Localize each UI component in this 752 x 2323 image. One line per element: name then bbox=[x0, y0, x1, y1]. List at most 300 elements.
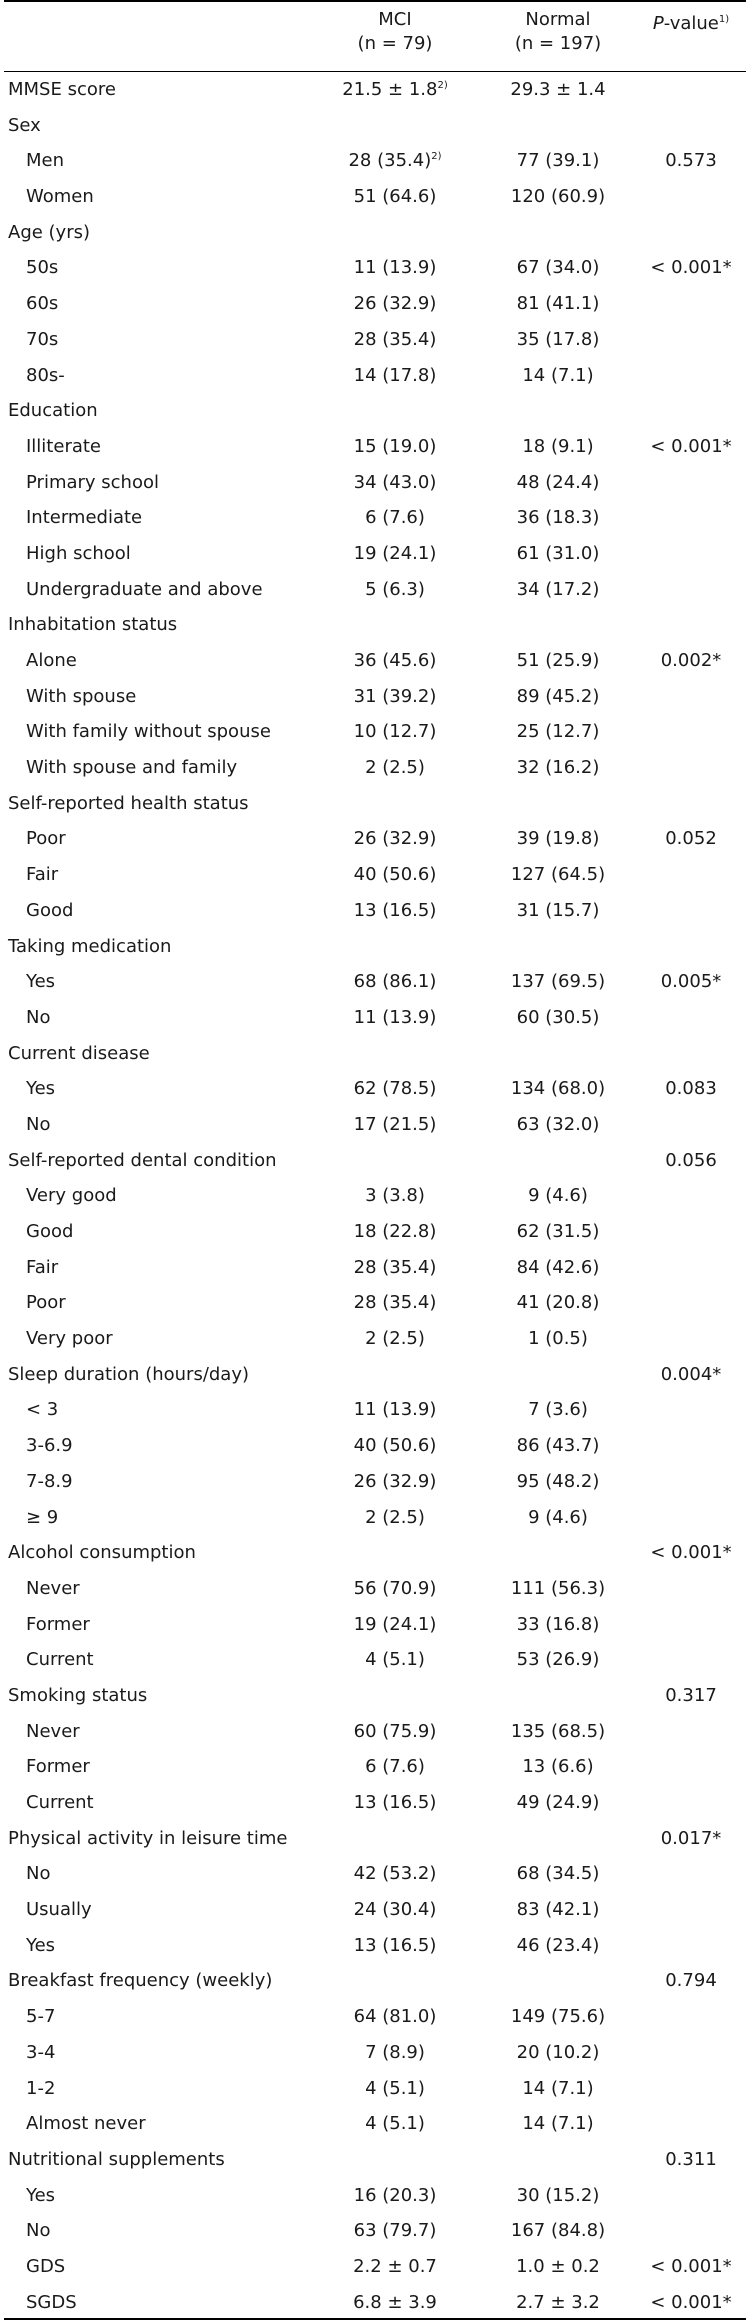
mci-value bbox=[330, 465, 460, 501]
p-value: 0.083 bbox=[665, 1078, 717, 1100]
mci-value-text: 34 (43.0) bbox=[353, 471, 437, 493]
p-value: 0.573 bbox=[665, 150, 717, 172]
mci-value bbox=[330, 1464, 460, 1500]
row-label: 1-2 bbox=[26, 2077, 56, 2099]
normal-value: 68 (34.5) bbox=[516, 1863, 600, 1885]
normal-value: 84 (42.6) bbox=[516, 1256, 600, 1278]
mci-value-text: 56 (70.9) bbox=[353, 1577, 437, 1599]
header-mci-n: (n = 79) bbox=[357, 33, 433, 54]
table-row bbox=[0, 786, 752, 822]
normal-value: 137 (69.5) bbox=[510, 971, 606, 993]
row-label: Age (yrs) bbox=[8, 221, 91, 243]
row-label: Alone bbox=[26, 650, 77, 671]
footnote-marker: 2) bbox=[437, 80, 448, 91]
table-row bbox=[0, 1178, 752, 1214]
row-label: High school bbox=[26, 542, 131, 564]
normal-value: 25 (12.7) bbox=[516, 721, 600, 743]
table-row bbox=[0, 1285, 752, 1321]
row-label: Never bbox=[26, 1577, 80, 1599]
mci-value bbox=[330, 1999, 460, 2035]
mci-value-text: 28 (35.4) bbox=[353, 1292, 437, 1314]
top-rule bbox=[4, 0, 746, 2]
table-row bbox=[0, 179, 752, 215]
header-mci bbox=[330, 8, 460, 56]
table-row bbox=[0, 929, 752, 965]
table-row bbox=[0, 143, 752, 179]
table-row bbox=[0, 1250, 752, 1286]
mci-value-text: 31 (39.2) bbox=[353, 685, 437, 707]
mci-value bbox=[330, 1892, 460, 1928]
bottom-rule bbox=[4, 2318, 746, 2320]
table-row bbox=[0, 1963, 752, 1999]
mci-value-text: 3 (3.8) bbox=[365, 1185, 425, 1207]
row-label: Breakfast frequency (weekly) bbox=[8, 1970, 273, 1992]
table-row bbox=[0, 2142, 752, 2178]
table-row bbox=[0, 1678, 752, 1714]
normal-value: 39 (19.8) bbox=[516, 828, 600, 850]
row-label: Alcohol consumption bbox=[8, 1542, 196, 1564]
mci-value-text: 26 (32.9) bbox=[353, 828, 437, 850]
mci-value-text: 36 (45.6) bbox=[353, 650, 437, 671]
normal-value: 2.7 ± 3.2 bbox=[516, 2291, 600, 2313]
row-label: Illiterate bbox=[26, 435, 102, 457]
mci-value bbox=[330, 1714, 460, 1750]
header-pvalue-note: 1) bbox=[718, 14, 730, 25]
mci-value-text: 40 (50.6) bbox=[353, 1435, 437, 1457]
normal-value: 111 (56.3) bbox=[510, 1577, 606, 1599]
mci-value-text: 2.2 ± 0.7 bbox=[353, 2255, 437, 2277]
mci-value-text: 4 (5.1) bbox=[365, 1649, 425, 1671]
mci-value-text: 2 (2.5) bbox=[365, 1506, 425, 1528]
normal-value: 7 (3.6) bbox=[528, 1399, 588, 1421]
row-label: SGDS bbox=[26, 2291, 77, 2313]
mci-value-text: 11 (13.9) bbox=[353, 1399, 437, 1421]
mci-value bbox=[330, 322, 460, 358]
mci-value-text: 17 (21.5) bbox=[353, 1113, 437, 1135]
header-normal bbox=[488, 8, 628, 56]
table-row bbox=[0, 358, 752, 394]
table-row bbox=[0, 1714, 752, 1750]
table-row bbox=[0, 1464, 752, 1500]
row-label: Yes bbox=[26, 1934, 56, 1956]
normal-value: 9 (4.6) bbox=[528, 1506, 588, 1528]
row-label: Fair bbox=[26, 864, 59, 886]
table-row bbox=[0, 1000, 752, 1036]
mci-value bbox=[330, 1785, 460, 1821]
mci-value-text: 62 (78.5) bbox=[353, 1078, 437, 1100]
row-label: With spouse and family bbox=[26, 757, 238, 779]
table-row bbox=[0, 2071, 752, 2107]
table-row bbox=[0, 1036, 752, 1072]
row-label: Good bbox=[26, 1221, 74, 1242]
mci-value-text: 6 (7.6) bbox=[365, 1756, 425, 1778]
normal-value: 89 (45.2) bbox=[516, 685, 600, 707]
mci-value bbox=[330, 2178, 460, 2214]
mci-value bbox=[330, 1178, 460, 1214]
normal-value: 134 (68.0) bbox=[510, 1078, 606, 1100]
row-label: Sex bbox=[8, 114, 41, 136]
mci-value bbox=[330, 250, 460, 286]
p-value: 0.004* bbox=[660, 1363, 722, 1385]
mci-value bbox=[330, 1607, 460, 1643]
normal-value: 127 (64.5) bbox=[510, 864, 606, 886]
normal-value: 20 (10.2) bbox=[516, 2041, 600, 2063]
mci-value-text: 28 (35.4) bbox=[353, 1256, 437, 1278]
mci-value-text: 11 (13.9) bbox=[353, 1006, 437, 1028]
mci-value bbox=[330, 1250, 460, 1286]
mci-value-text: 24 (30.4) bbox=[353, 1899, 437, 1921]
mci-value-text: 14 (17.8) bbox=[353, 364, 437, 386]
row-label: Women bbox=[26, 186, 94, 208]
row-label: 70s bbox=[26, 328, 59, 350]
header-pvalue-rest: -value bbox=[663, 13, 719, 34]
mci-value bbox=[330, 286, 460, 322]
mci-value-text: 51 (64.6) bbox=[353, 186, 437, 208]
table-row bbox=[0, 1428, 752, 1464]
row-label: Yes bbox=[26, 1078, 56, 1100]
mci-value-text: 4 (5.1) bbox=[365, 2077, 425, 2099]
normal-value: 67 (34.0) bbox=[516, 257, 600, 279]
row-label: Nutritional supplements bbox=[8, 2148, 225, 2170]
table-row bbox=[0, 1535, 752, 1571]
table-row bbox=[0, 2249, 752, 2285]
row-label: Current disease bbox=[8, 1042, 150, 1064]
mci-value-text: 16 (20.3) bbox=[353, 2184, 437, 2206]
row-label: Yes bbox=[26, 2184, 56, 2206]
row-label: 5-7 bbox=[26, 2006, 56, 2028]
mci-value bbox=[330, 1571, 460, 1607]
row-label: Yes bbox=[26, 971, 56, 993]
table-row bbox=[0, 2106, 752, 2142]
p-value: 0.794 bbox=[665, 1970, 717, 1992]
header-pvalue bbox=[636, 12, 746, 36]
row-label: Physical activity in leisure time bbox=[8, 1827, 288, 1849]
mci-value bbox=[330, 893, 460, 929]
mci-value bbox=[330, 1321, 460, 1357]
mci-value bbox=[330, 2213, 460, 2249]
normal-value: 149 (75.6) bbox=[510, 2006, 606, 2028]
table-row bbox=[0, 572, 752, 608]
mci-value bbox=[330, 429, 460, 465]
normal-value: 49 (24.9) bbox=[516, 1792, 600, 1813]
row-label: No bbox=[26, 1006, 51, 1028]
p-value: 0.005* bbox=[660, 971, 722, 993]
p-value: 0.311 bbox=[665, 2148, 717, 2170]
mci-value bbox=[330, 750, 460, 786]
mci-value-text: 13 (16.5) bbox=[353, 1934, 437, 1956]
mci-value bbox=[330, 1285, 460, 1321]
normal-value: 14 (7.1) bbox=[522, 2113, 594, 2135]
table-row bbox=[0, 250, 752, 286]
row-label: No bbox=[26, 2220, 51, 2242]
normal-value: 1.0 ± 0.2 bbox=[516, 2255, 600, 2277]
row-label: Taking medication bbox=[8, 935, 172, 957]
normal-value: 51 (25.9) bbox=[516, 650, 600, 671]
row-label: Fair bbox=[26, 1256, 59, 1278]
row-label: 80s- bbox=[26, 364, 65, 386]
table-row bbox=[0, 1143, 752, 1179]
mci-value bbox=[330, 1214, 460, 1250]
row-label: < 3 bbox=[26, 1399, 59, 1421]
table-row bbox=[0, 643, 752, 679]
p-value: 0.017* bbox=[660, 1827, 722, 1849]
mci-value-text: 64 (81.0) bbox=[353, 2006, 437, 2028]
mci-value bbox=[330, 1928, 460, 1964]
row-label: Education bbox=[8, 400, 98, 422]
mci-value bbox=[330, 1000, 460, 1036]
mci-value-text: 63 (79.7) bbox=[353, 2220, 437, 2242]
normal-value: 9 (4.6) bbox=[528, 1185, 588, 1207]
row-label: ≥ 9 bbox=[26, 1506, 59, 1528]
table-row bbox=[0, 1642, 752, 1678]
p-value: < 0.001* bbox=[650, 2255, 732, 2277]
row-label: Intermediate bbox=[26, 507, 143, 529]
row-label: 7-8.9 bbox=[26, 1470, 73, 1492]
table-row bbox=[0, 108, 752, 144]
normal-value: 31 (15.7) bbox=[516, 899, 600, 921]
table-row bbox=[0, 286, 752, 322]
normal-value: 41 (20.8) bbox=[516, 1292, 600, 1314]
normal-value: 33 (16.8) bbox=[516, 1613, 600, 1635]
normal-value: 14 (7.1) bbox=[522, 364, 594, 386]
table-row bbox=[0, 2285, 752, 2321]
normal-value: 48 (24.4) bbox=[516, 471, 600, 493]
mci-value-text: 21.5 ± 1.8 bbox=[342, 79, 438, 100]
header-normal-title: Normal bbox=[525, 9, 591, 30]
mci-value bbox=[330, 857, 460, 893]
table-row bbox=[0, 1785, 752, 1821]
mci-value bbox=[330, 1071, 460, 1107]
mci-value-text: 26 (32.9) bbox=[353, 1470, 437, 1492]
normal-value: 63 (32.0) bbox=[516, 1113, 600, 1135]
p-value: < 0.001* bbox=[650, 435, 732, 457]
normal-value: 62 (31.5) bbox=[516, 1221, 600, 1242]
normal-value: 1 (0.5) bbox=[528, 1328, 588, 1350]
table-row bbox=[0, 1856, 752, 1892]
mci-value bbox=[330, 2106, 460, 2142]
mci-value bbox=[330, 1107, 460, 1143]
mci-value-text: 28 (35.4) bbox=[353, 328, 437, 350]
table-row bbox=[0, 429, 752, 465]
table-row bbox=[0, 215, 752, 251]
row-label: With spouse bbox=[26, 685, 137, 707]
table-row bbox=[0, 1071, 752, 1107]
header-normal-n: (n = 197) bbox=[514, 33, 602, 54]
table-row bbox=[0, 1500, 752, 1536]
mci-value bbox=[330, 714, 460, 750]
mci-value bbox=[330, 2249, 460, 2285]
row-label: Smoking status bbox=[8, 1684, 148, 1706]
p-value: < 0.001* bbox=[650, 2291, 732, 2313]
row-label: No bbox=[26, 1863, 51, 1885]
table-row bbox=[0, 679, 752, 715]
row-label: Primary school bbox=[26, 471, 159, 493]
table-row bbox=[0, 1107, 752, 1143]
table-row bbox=[0, 607, 752, 643]
row-label: No bbox=[26, 1113, 51, 1135]
table-row bbox=[0, 1321, 752, 1357]
mci-value-text: 18 (22.8) bbox=[353, 1221, 437, 1242]
table-row bbox=[0, 964, 752, 1000]
row-label: MMSE score bbox=[8, 79, 116, 100]
normal-value: 120 (60.9) bbox=[510, 186, 606, 208]
mci-value bbox=[330, 2071, 460, 2107]
normal-value: 83 (42.1) bbox=[516, 1899, 600, 1921]
normal-value: 86 (43.7) bbox=[516, 1435, 600, 1457]
row-label: Former bbox=[26, 1756, 90, 1778]
mci-value-text: 13 (16.5) bbox=[353, 1792, 437, 1813]
mci-value-text: 68 (86.1) bbox=[353, 971, 437, 993]
mci-value-text: 4 (5.1) bbox=[365, 2113, 425, 2135]
row-label: Poor bbox=[26, 1292, 66, 1314]
row-label: 50s bbox=[26, 257, 59, 279]
table-row bbox=[0, 1571, 752, 1607]
row-label: Current bbox=[26, 1649, 94, 1671]
mci-value-text: 6.8 ± 3.9 bbox=[353, 2291, 437, 2313]
row-label: 3-4 bbox=[26, 2041, 56, 2063]
row-label: 60s bbox=[26, 293, 59, 315]
p-value: 0.002* bbox=[660, 650, 722, 671]
row-label: Self-reported health status bbox=[8, 792, 249, 814]
table-row bbox=[0, 393, 752, 429]
mci-value bbox=[330, 500, 460, 536]
mci-value-text: 15 (19.0) bbox=[353, 435, 437, 457]
table-row bbox=[0, 72, 752, 108]
row-label: Good bbox=[26, 899, 74, 921]
mci-value bbox=[330, 179, 460, 215]
mci-value bbox=[330, 643, 460, 679]
table-row bbox=[0, 1892, 752, 1928]
row-label: Self-reported dental condition bbox=[8, 1149, 277, 1171]
mci-value bbox=[330, 2035, 460, 2071]
normal-value: 95 (48.2) bbox=[516, 1470, 600, 1492]
mci-value bbox=[330, 964, 460, 1000]
mci-value bbox=[330, 1856, 460, 1892]
header-pvalue-italic: P bbox=[652, 13, 664, 34]
row-label: Usually bbox=[26, 1899, 92, 1921]
mci-value-text: 6 (7.6) bbox=[365, 507, 425, 529]
table-row bbox=[0, 2213, 752, 2249]
p-value: 0.056 bbox=[665, 1149, 717, 1171]
table-row bbox=[0, 2035, 752, 2071]
table-body bbox=[0, 72, 752, 2320]
normal-value: 46 (23.4) bbox=[516, 1934, 600, 1956]
mci-value-text: 28 (35.4) bbox=[348, 150, 432, 172]
p-value: < 0.001* bbox=[650, 257, 732, 279]
mci-value-text: 42 (53.2) bbox=[353, 1863, 437, 1885]
table-row bbox=[0, 500, 752, 536]
mci-value bbox=[330, 1500, 460, 1536]
row-label: Very good bbox=[26, 1185, 117, 1207]
table-row bbox=[0, 1928, 752, 1964]
header-mci-title: MCI bbox=[378, 9, 412, 30]
mci-value-text: 2 (2.5) bbox=[365, 1328, 425, 1350]
row-label: Very poor bbox=[26, 1328, 113, 1350]
mci-value bbox=[330, 821, 460, 857]
row-label: With family without spouse bbox=[26, 721, 271, 743]
row-label: 3-6.9 bbox=[26, 1435, 73, 1457]
mci-value bbox=[330, 1642, 460, 1678]
table-row bbox=[0, 465, 752, 501]
table-row bbox=[0, 1999, 752, 2035]
mci-value bbox=[330, 358, 460, 394]
mci-value-text: 10 (12.7) bbox=[353, 721, 437, 743]
table-row bbox=[0, 1607, 752, 1643]
mci-value-text: 26 (32.9) bbox=[353, 293, 437, 315]
p-value: 0.052 bbox=[665, 828, 717, 850]
table-row bbox=[0, 1749, 752, 1785]
mci-value-text: 5 (6.3) bbox=[365, 578, 425, 600]
mci-value bbox=[330, 72, 460, 108]
mci-value-text: 19 (24.1) bbox=[353, 542, 437, 564]
table-row bbox=[0, 821, 752, 857]
mci-value bbox=[330, 572, 460, 608]
normal-value: 61 (31.0) bbox=[516, 542, 600, 564]
normal-value: 30 (15.2) bbox=[516, 2184, 600, 2206]
table-row bbox=[0, 857, 752, 893]
normal-value: 13 (6.6) bbox=[522, 1756, 594, 1778]
mci-value bbox=[330, 679, 460, 715]
mci-value-text: 40 (50.6) bbox=[353, 864, 437, 886]
table-row bbox=[0, 750, 752, 786]
normal-value: 167 (84.8) bbox=[510, 2220, 606, 2242]
normal-value: 18 (9.1) bbox=[522, 435, 594, 457]
normal-value: 29.3 ± 1.4 bbox=[510, 79, 606, 100]
mci-value-text: 2 (2.5) bbox=[365, 757, 425, 779]
table-row bbox=[0, 714, 752, 750]
mci-value-text: 7 (8.9) bbox=[365, 2041, 425, 2063]
table-row bbox=[0, 1821, 752, 1857]
row-label: Almost never bbox=[26, 2113, 146, 2135]
mci-value bbox=[330, 1428, 460, 1464]
mci-value bbox=[330, 2285, 460, 2321]
row-label: Never bbox=[26, 1720, 80, 1742]
mci-value-text: 11 (13.9) bbox=[353, 257, 437, 279]
mci-value-text: 13 (16.5) bbox=[353, 899, 437, 921]
table-row bbox=[0, 536, 752, 572]
row-label: Former bbox=[26, 1613, 90, 1635]
mci-value bbox=[330, 143, 460, 179]
normal-value: 60 (30.5) bbox=[516, 1006, 600, 1028]
normal-value: 36 (18.3) bbox=[516, 507, 600, 529]
mci-value bbox=[330, 1749, 460, 1785]
row-label: Men bbox=[26, 150, 65, 172]
row-label: Undergraduate and above bbox=[26, 578, 263, 600]
table-row bbox=[0, 893, 752, 929]
table-row bbox=[0, 1392, 752, 1428]
row-label: Poor bbox=[26, 828, 66, 850]
normal-value: 77 (39.1) bbox=[516, 150, 600, 172]
mci-value-text: 60 (75.9) bbox=[353, 1720, 437, 1742]
normal-value: 32 (16.2) bbox=[516, 757, 600, 779]
table-row bbox=[0, 2178, 752, 2214]
normal-value: 14 (7.1) bbox=[522, 2077, 594, 2099]
row-label: Current bbox=[26, 1792, 94, 1813]
normal-value: 34 (17.2) bbox=[516, 578, 600, 600]
row-label: Inhabitation status bbox=[8, 614, 178, 636]
table-row bbox=[0, 322, 752, 358]
table-row bbox=[0, 1214, 752, 1250]
normal-value: 53 (26.9) bbox=[516, 1649, 600, 1671]
normal-value: 135 (68.5) bbox=[510, 1720, 606, 1742]
row-label: GDS bbox=[26, 2255, 66, 2277]
mci-value bbox=[330, 536, 460, 572]
footnote-marker: 2) bbox=[431, 151, 442, 163]
normal-value: 35 (17.8) bbox=[516, 328, 600, 350]
p-value: 0.317 bbox=[665, 1684, 717, 1706]
row-label: Sleep duration (hours/day) bbox=[8, 1363, 250, 1385]
mci-value-text: 19 (24.1) bbox=[353, 1613, 437, 1635]
